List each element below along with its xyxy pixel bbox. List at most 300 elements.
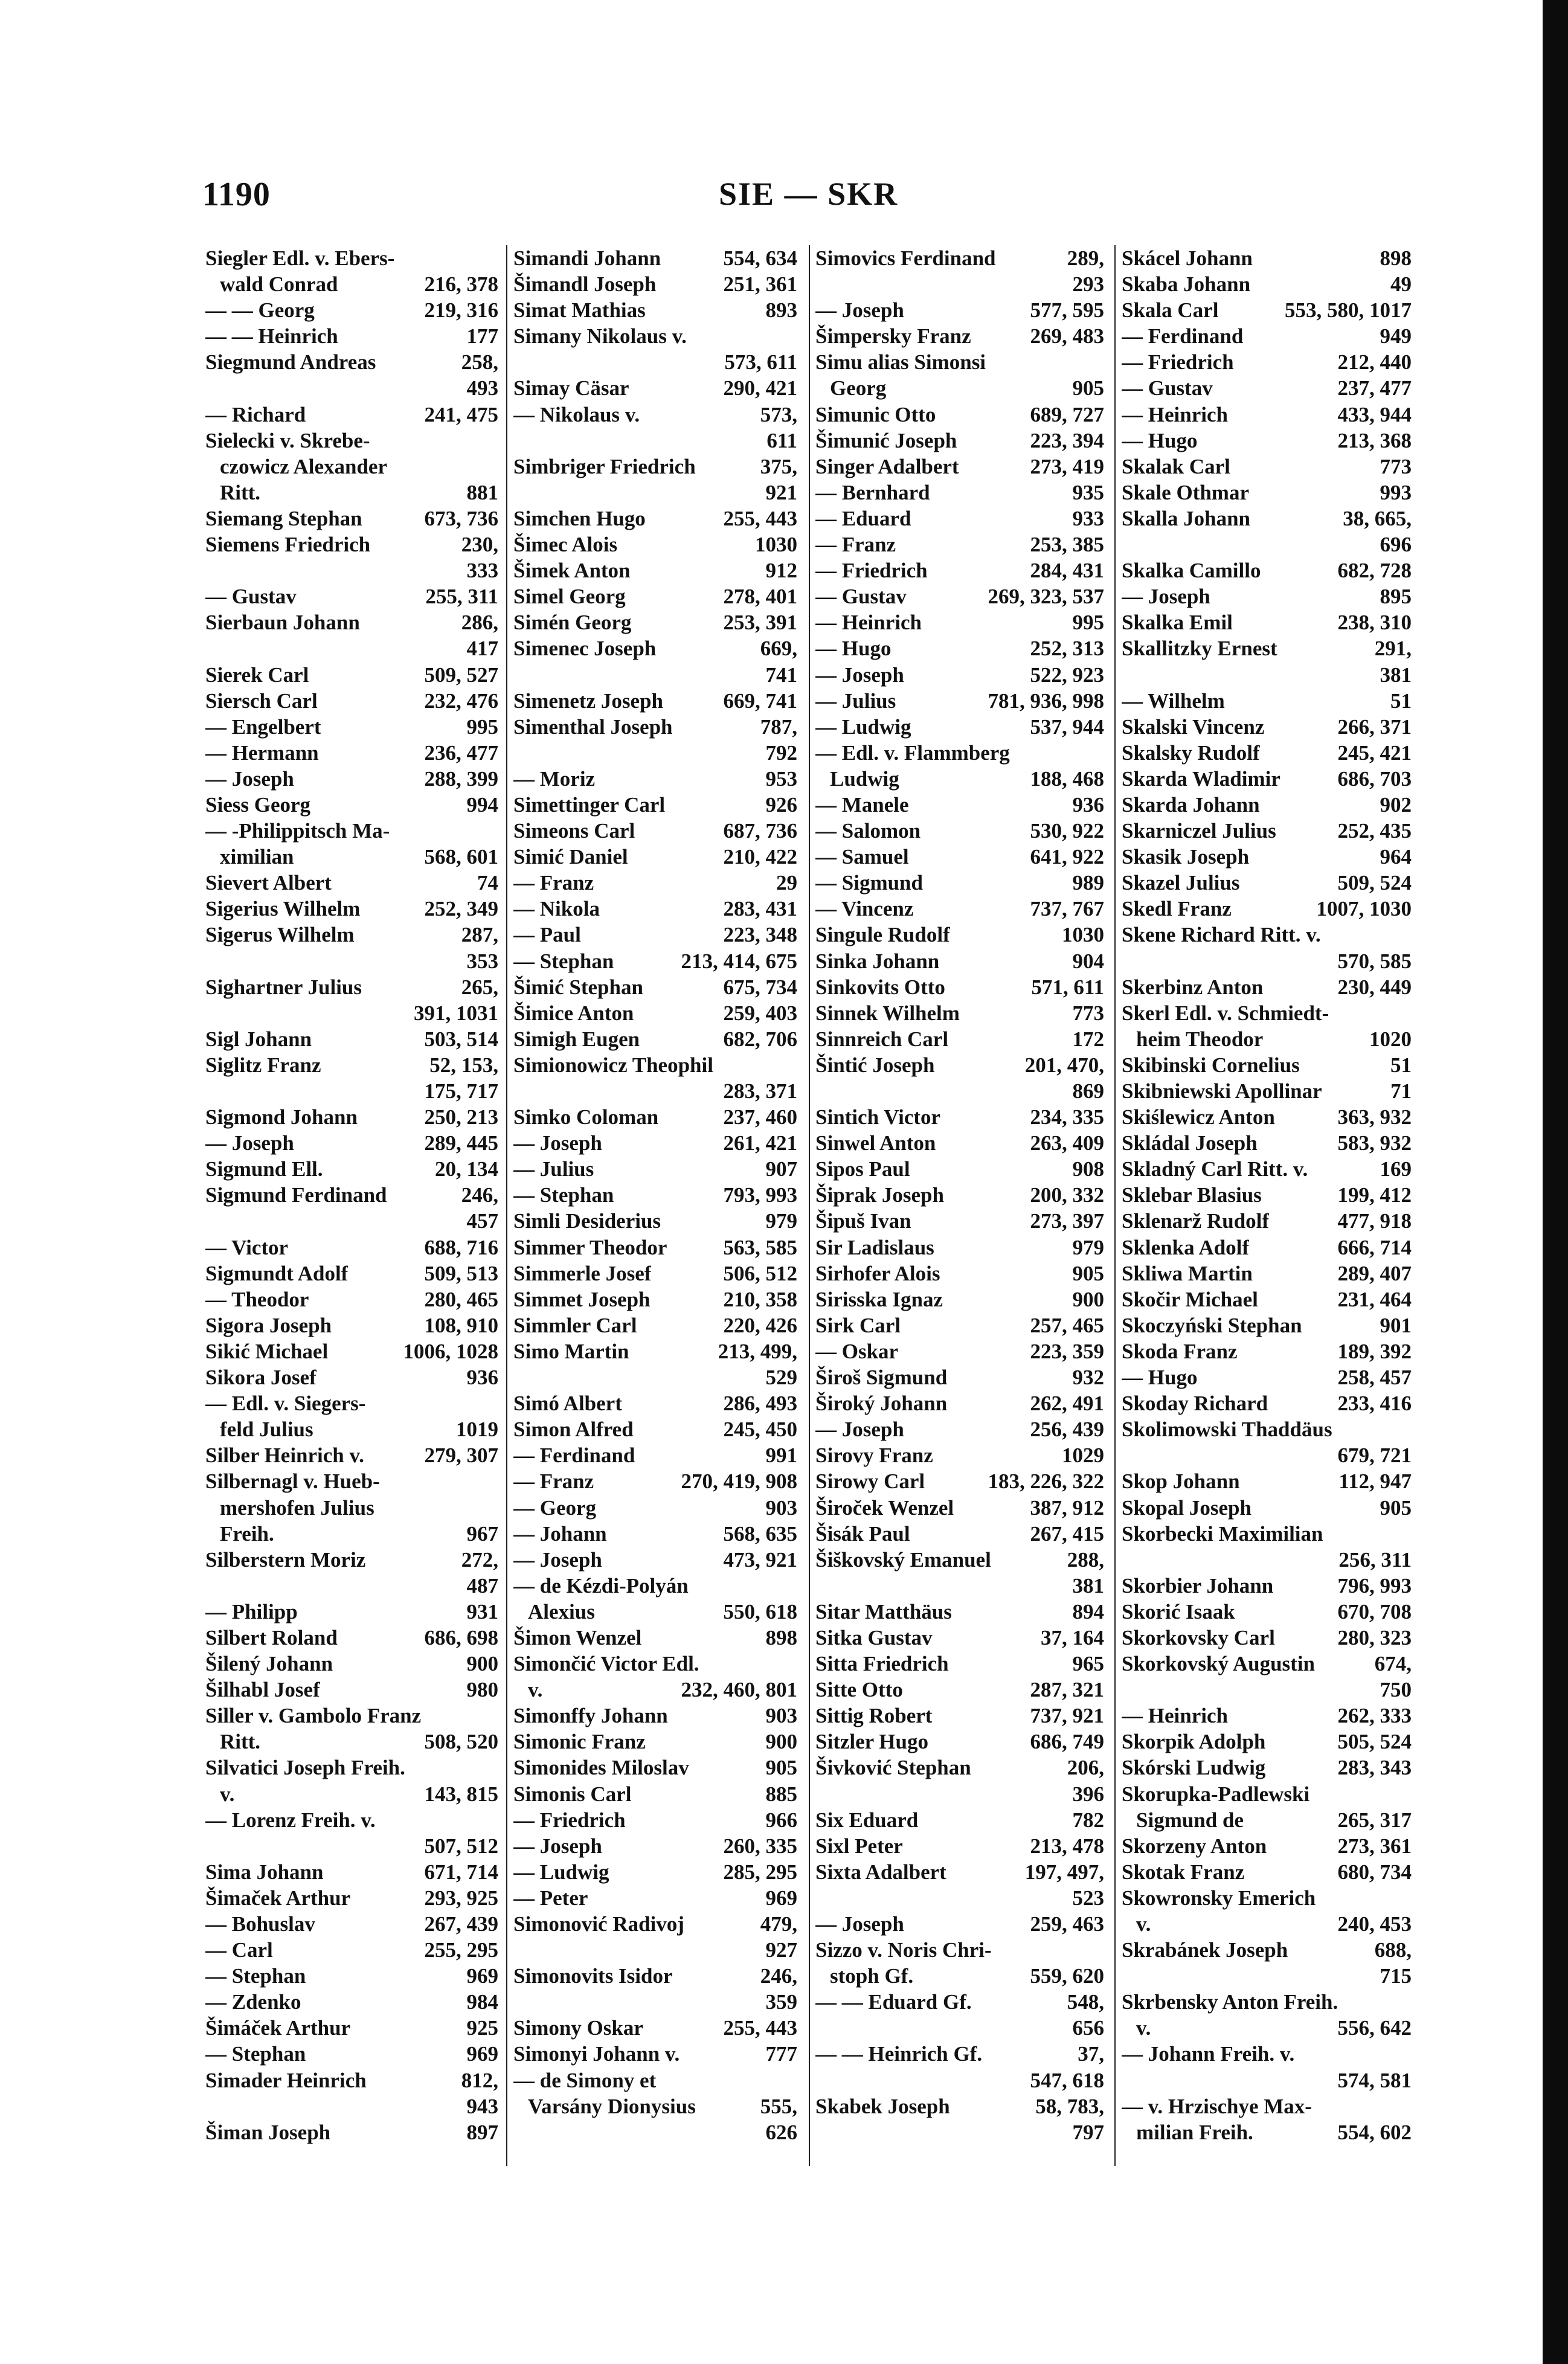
index-entry bbox=[513, 974, 797, 1000]
index-entry bbox=[513, 1729, 797, 1755]
index-entry-line bbox=[815, 428, 1104, 454]
index-entry bbox=[513, 557, 797, 583]
entry-page-refs: 245, 450 bbox=[723, 1418, 797, 1442]
entry-name: — Ludwig bbox=[815, 715, 911, 739]
index-entry-line bbox=[205, 349, 498, 375]
index-entry-line bbox=[205, 1755, 498, 1781]
entry-name: — Bohuslav bbox=[205, 1912, 315, 1936]
entry-name: Skibinski Cornelius bbox=[1122, 1053, 1300, 1077]
entry-name: — Johann bbox=[513, 1521, 607, 1546]
entry-name: Simén Georg bbox=[513, 611, 632, 635]
entry-page-refs: 885 bbox=[765, 1782, 797, 1806]
index-entry bbox=[205, 1963, 498, 1989]
index-entry-line bbox=[205, 1625, 498, 1651]
index-entry-line bbox=[513, 1468, 797, 1494]
index-entry bbox=[815, 349, 1104, 401]
index-entry-line bbox=[513, 1312, 797, 1338]
entry-name: Šimpersky Franz bbox=[815, 324, 971, 348]
index-entry-line bbox=[513, 2015, 797, 2041]
entry-page-refs: 812, bbox=[461, 2068, 498, 2092]
index-entry bbox=[513, 245, 797, 271]
index-entry-line bbox=[513, 1052, 797, 1078]
entry-page-refs: 256, 439 bbox=[1030, 1418, 1104, 1442]
index-entry bbox=[513, 766, 797, 792]
index-entry-line bbox=[1122, 428, 1412, 454]
index-entry-line bbox=[205, 714, 498, 740]
index-entry-line bbox=[513, 1937, 797, 1963]
index-entry-line bbox=[815, 1989, 1104, 2015]
entry-page-refs: 932 bbox=[1072, 1366, 1104, 1390]
index-entry bbox=[205, 532, 498, 583]
index-entry-line bbox=[513, 1625, 797, 1651]
entry-name: Siller v. Gambolo Franz bbox=[205, 1704, 422, 1728]
entry-name: Sirk Carl bbox=[815, 1313, 901, 1337]
entry-name: — Zdenko bbox=[205, 1990, 301, 2014]
entry-name: — Eduard bbox=[815, 506, 911, 530]
index-entry-line bbox=[815, 1182, 1104, 1208]
index-entry bbox=[205, 1807, 498, 1859]
index-entry bbox=[1122, 974, 1412, 1000]
entry-page-refs: 900 bbox=[1072, 1287, 1104, 1311]
index-entry-line bbox=[205, 557, 498, 583]
index-entry bbox=[815, 818, 1104, 844]
entry-page-refs: 509, 513 bbox=[424, 1261, 498, 1285]
index-entry bbox=[815, 792, 1104, 818]
entry-name: Sitta Friedrich bbox=[815, 1652, 949, 1676]
entry-name: v. bbox=[1136, 2016, 1151, 2040]
entry-name: — Gustav bbox=[1122, 376, 1213, 400]
index-entry-line bbox=[815, 1000, 1104, 1026]
index-entry bbox=[1122, 297, 1412, 323]
index-entry bbox=[815, 1235, 1104, 1261]
index-entry bbox=[513, 1833, 797, 1859]
index-entry-line bbox=[815, 480, 1104, 506]
index-entry-line bbox=[1122, 1521, 1412, 1547]
entry-name: Simeons Carl bbox=[513, 819, 635, 843]
entry-page-refs: 287, bbox=[461, 923, 498, 947]
entry-page-refs: 897 bbox=[466, 2120, 498, 2144]
index-entry-line bbox=[815, 245, 1104, 271]
index-entry-line bbox=[1122, 1729, 1412, 1755]
entry-page-refs: 556, 642 bbox=[1337, 2016, 1412, 2040]
index-entry bbox=[815, 1625, 1104, 1651]
index-entry-line bbox=[815, 349, 1104, 375]
entry-name: Sierbaun Johann bbox=[205, 611, 360, 635]
entry-name: Simko Coloman bbox=[513, 1105, 659, 1129]
index-entry bbox=[205, 974, 498, 1026]
index-entry-line bbox=[815, 1442, 1104, 1468]
entry-name: Sinka Johann bbox=[815, 949, 940, 973]
index-entry-line bbox=[205, 583, 498, 609]
entry-name: ximilian bbox=[220, 845, 294, 869]
entry-name: Šipuš Ivan bbox=[815, 1209, 911, 1233]
entry-page-refs: 903 bbox=[765, 1495, 797, 1520]
entry-page-refs: 554, 602 bbox=[1337, 2120, 1412, 2144]
entry-page-refs: 232, 476 bbox=[424, 689, 498, 713]
entry-name: Freih. bbox=[220, 1521, 274, 1546]
entry-name: Simon Alfred bbox=[513, 1418, 634, 1442]
entry-name: — Hugo bbox=[1122, 1366, 1198, 1390]
index-entry bbox=[205, 2067, 498, 2119]
entry-page-refs bbox=[493, 1755, 498, 1781]
index-entry bbox=[205, 583, 498, 609]
entry-name: — Franz bbox=[815, 533, 896, 557]
entry-name: Simonis Carl bbox=[513, 1782, 632, 1806]
entry-page-refs: 671, 714 bbox=[424, 1860, 498, 1884]
entry-page-refs: 994 bbox=[466, 792, 498, 817]
entry-name: Šimice Anton bbox=[513, 1001, 634, 1025]
entry-page-refs: 257, 465 bbox=[1030, 1313, 1104, 1337]
entry-page-refs: 686, 703 bbox=[1337, 766, 1412, 791]
index-entry-line bbox=[205, 922, 498, 948]
index-entry-line bbox=[1122, 557, 1412, 583]
index-entry bbox=[1122, 1156, 1412, 1182]
entry-name: — Joseph bbox=[815, 663, 904, 687]
entry-page-refs: 210, 422 bbox=[723, 845, 797, 869]
entry-name: Simat Mathias bbox=[513, 298, 646, 323]
index-entry bbox=[1122, 1416, 1412, 1468]
index-entry-line bbox=[815, 2067, 1104, 2093]
index-entry bbox=[815, 1390, 1104, 1416]
index-entry bbox=[815, 428, 1104, 454]
entry-page-refs: 288, bbox=[1067, 1547, 1104, 1572]
index-entry-line bbox=[513, 896, 797, 922]
index-entry bbox=[205, 1703, 498, 1755]
index-entry bbox=[513, 1547, 797, 1573]
entry-page-refs: 172 bbox=[1072, 1027, 1104, 1051]
index-entry bbox=[513, 1859, 797, 1885]
index-entry-line bbox=[815, 1781, 1104, 1807]
index-entry bbox=[205, 1052, 498, 1104]
entry-page-refs: 493 bbox=[466, 376, 498, 400]
index-entry bbox=[1122, 1573, 1412, 1599]
index-entry bbox=[815, 948, 1104, 974]
index-entry bbox=[815, 1703, 1104, 1729]
index-entry-line bbox=[205, 1963, 498, 1989]
index-entry bbox=[1122, 506, 1412, 557]
entry-page-refs: 396 bbox=[1072, 1782, 1104, 1806]
index-entry-line bbox=[1122, 766, 1412, 792]
entry-page-refs: 477, 918 bbox=[1337, 1209, 1412, 1233]
entry-name: — Samuel bbox=[815, 845, 909, 869]
index-entry-line bbox=[815, 1052, 1104, 1078]
entry-page-refs: 966 bbox=[765, 1808, 797, 1832]
entry-page-refs: 278, 401 bbox=[723, 585, 797, 609]
entry-name: Simmler Carl bbox=[513, 1313, 637, 1337]
index-entry-line bbox=[815, 402, 1104, 428]
index-entry bbox=[815, 870, 1104, 896]
index-entry-line bbox=[815, 792, 1104, 818]
index-entry-line bbox=[205, 818, 498, 844]
entry-name: Siemang Stephan bbox=[205, 506, 362, 530]
index-entry bbox=[815, 1312, 1104, 1338]
index-entry bbox=[1122, 375, 1412, 401]
entry-page-refs: 773 bbox=[1380, 454, 1412, 478]
entry-name: v. bbox=[528, 1678, 543, 1702]
index-entry-line bbox=[1122, 1390, 1412, 1416]
entry-name: Skene Richard Ritt. v. bbox=[1122, 923, 1321, 947]
index-entry bbox=[1122, 1859, 1412, 1885]
index-entry-line bbox=[815, 1235, 1104, 1261]
index-entry-line bbox=[205, 1130, 498, 1156]
index-entry bbox=[513, 1703, 797, 1729]
entry-name: Sigora Joseph bbox=[205, 1313, 332, 1337]
entry-page-refs: 236, 477 bbox=[424, 740, 498, 765]
entry-page-refs: 291, bbox=[1374, 637, 1412, 661]
index-entry bbox=[513, 1104, 797, 1130]
index-entry bbox=[815, 1651, 1104, 1677]
entry-page-refs: 353 bbox=[466, 949, 498, 973]
index-entry-line bbox=[205, 1599, 498, 1625]
index-entry bbox=[205, 766, 498, 792]
entry-name: Skallitzky Ernest bbox=[1122, 637, 1277, 661]
index-entry-line bbox=[815, 506, 1104, 532]
entry-name: — Joseph bbox=[815, 1418, 904, 1442]
entry-page-refs: 894 bbox=[1072, 1599, 1104, 1624]
entry-page-refs bbox=[493, 454, 498, 480]
index-entry-line bbox=[205, 1807, 498, 1833]
entry-page-refs: 509, 527 bbox=[424, 663, 498, 687]
index-entry bbox=[513, 2067, 797, 2145]
index-entry-line bbox=[205, 1235, 498, 1261]
entry-name: Sigerus Wilhelm bbox=[205, 923, 355, 947]
entry-name: Sixl Peter bbox=[815, 1834, 903, 1858]
entry-name: — Nikolaus v. bbox=[513, 402, 640, 426]
entry-name: — Bernhard bbox=[815, 480, 930, 504]
index-entry-line bbox=[1122, 375, 1412, 401]
index-entry bbox=[513, 1390, 797, 1416]
index-entry bbox=[513, 818, 797, 844]
index-entry bbox=[1122, 922, 1412, 974]
index-entry-line bbox=[1122, 714, 1412, 740]
index-entry-line bbox=[1122, 480, 1412, 506]
entry-name: Skládal Joseph bbox=[1122, 1131, 1258, 1155]
index-entry-line bbox=[1122, 1755, 1412, 1781]
index-entry-line bbox=[815, 1833, 1104, 1859]
index-entry-line bbox=[1122, 1495, 1412, 1521]
index-entry-line bbox=[513, 1833, 797, 1859]
index-entry bbox=[513, 1156, 797, 1182]
index-entry-line bbox=[1122, 635, 1412, 661]
entry-page-refs: 715 bbox=[1380, 1964, 1412, 1988]
entry-page-refs: 943 bbox=[466, 2094, 498, 2118]
entry-name: Sintich Victor bbox=[815, 1105, 941, 1129]
entry-name: Sigmund Ferdinand bbox=[205, 1183, 387, 1207]
index-entry bbox=[513, 688, 797, 714]
entry-name: — Theodor bbox=[205, 1287, 309, 1311]
index-entry bbox=[205, 688, 498, 714]
index-entry bbox=[513, 1026, 797, 1052]
entry-name: Sirisska Ignaz bbox=[815, 1287, 943, 1311]
entry-page-refs: 656 bbox=[1072, 2016, 1104, 2040]
index-entry bbox=[513, 297, 797, 323]
index-entry bbox=[1122, 454, 1412, 480]
index-entry-line bbox=[205, 1677, 498, 1703]
index-entry-line bbox=[815, 1390, 1104, 1416]
index-entry bbox=[513, 1755, 797, 1781]
index-entry bbox=[205, 1026, 498, 1052]
entry-page-refs: 290, 421 bbox=[723, 376, 797, 400]
entry-name: Skiślewicz Anton bbox=[1122, 1105, 1275, 1129]
index-entry-line bbox=[513, 1885, 797, 1911]
index-entry-line bbox=[513, 323, 797, 349]
entry-page-refs: 273, 361 bbox=[1337, 1834, 1412, 1858]
index-entry-line bbox=[205, 1078, 498, 1104]
index-entry bbox=[205, 1235, 498, 1261]
entry-name: heim Theodor bbox=[1136, 1027, 1264, 1051]
index-entry bbox=[1122, 323, 1412, 349]
entry-page-refs: 995 bbox=[466, 715, 498, 739]
entry-page-refs: 1030 bbox=[755, 533, 797, 557]
index-entry bbox=[205, 714, 498, 740]
index-entry-line bbox=[513, 1911, 797, 1937]
entry-page-refs: 737, 767 bbox=[1030, 897, 1104, 921]
index-entry bbox=[513, 1521, 797, 1547]
entry-page-refs: 568, 635 bbox=[723, 1521, 797, 1546]
index-entry bbox=[815, 1807, 1104, 1833]
index-entry bbox=[1122, 740, 1412, 766]
entry-page-refs: 333 bbox=[466, 559, 498, 583]
index-entry bbox=[1122, 1989, 1412, 2041]
index-entry-line bbox=[1122, 948, 1412, 974]
entry-name: — Nikola bbox=[513, 897, 600, 921]
entry-name: — de Simony et bbox=[513, 2068, 657, 2092]
index-entry-line bbox=[815, 1286, 1104, 1312]
entry-name: Siglitz Franz bbox=[205, 1053, 321, 1077]
entry-name: Široš Sigmund bbox=[815, 1366, 948, 1390]
entry-page-refs bbox=[493, 1703, 498, 1729]
entry-page-refs: 381 bbox=[1072, 1573, 1104, 1598]
entry-name: Simony Oskar bbox=[513, 2016, 643, 2040]
entry-name: v. bbox=[1136, 1912, 1151, 1936]
index-entry bbox=[513, 1495, 797, 1521]
index-entry-line bbox=[513, 2119, 797, 2145]
index-entry bbox=[815, 1547, 1104, 1599]
entry-name: — Philipp bbox=[205, 1599, 298, 1624]
entry-name: Sklebar Blasius bbox=[1122, 1183, 1262, 1207]
entry-page-refs: 503, 514 bbox=[424, 1027, 498, 1051]
index-entry-line bbox=[1122, 1885, 1412, 1911]
entry-page-refs: 52, 153, bbox=[429, 1053, 498, 1077]
entry-name: Skorbecki Maximilian bbox=[1122, 1521, 1323, 1546]
index-entry bbox=[513, 1261, 797, 1286]
index-entry-line bbox=[815, 532, 1104, 557]
index-entry-line bbox=[513, 1859, 797, 1885]
index-entry-line bbox=[205, 2093, 498, 2119]
entry-page-refs: 240, 453 bbox=[1337, 1912, 1412, 1936]
index-column-2 bbox=[513, 245, 797, 2202]
entry-name: — Friedrich bbox=[1122, 350, 1234, 374]
entry-name: Sikora Josef bbox=[205, 1366, 316, 1390]
entry-page-refs: 553, 580, 1017 bbox=[1285, 298, 1412, 323]
entry-page-refs: 210, 358 bbox=[723, 1287, 797, 1311]
index-entry-line bbox=[205, 1468, 498, 1494]
index-entry-line bbox=[1122, 2067, 1412, 2093]
entry-name: — Heinrich bbox=[1122, 402, 1228, 426]
entry-name: — Heinrich bbox=[815, 611, 922, 635]
entry-name: — Carl bbox=[205, 1938, 273, 1962]
index-entry-line bbox=[815, 1521, 1104, 1547]
entry-name: — Stephan bbox=[513, 949, 614, 973]
index-entry-line bbox=[1122, 1130, 1412, 1156]
index-entry-line bbox=[815, 1807, 1104, 1833]
index-entry-line bbox=[1122, 1261, 1412, 1286]
entry-page-refs: 143, 815 bbox=[424, 1782, 498, 1806]
entry-page-refs: 548, bbox=[1067, 1990, 1104, 2014]
index-entry bbox=[815, 454, 1104, 480]
index-entry bbox=[815, 1989, 1104, 2041]
entry-name: — Salomon bbox=[815, 819, 921, 843]
index-entry-line bbox=[815, 844, 1104, 870]
index-entry bbox=[205, 1261, 498, 1286]
entry-page-refs: 223, 359 bbox=[1030, 1339, 1104, 1363]
entry-name: Ritt. bbox=[220, 1730, 261, 1754]
index-entry bbox=[205, 818, 498, 870]
entry-page-refs: 272, bbox=[461, 1547, 498, 1572]
entry-name: Skoczyński Stephan bbox=[1122, 1313, 1302, 1337]
entry-page-refs bbox=[1407, 1781, 1412, 1807]
entry-name: Sixta Adalbert bbox=[815, 1860, 946, 1884]
entry-page-refs: 1006, 1028 bbox=[403, 1339, 498, 1363]
index-entry bbox=[205, 1442, 498, 1468]
index-entry-line bbox=[205, 1495, 498, 1521]
entry-page-refs: 563, 585 bbox=[723, 1235, 797, 1259]
entry-name: Šivković Stephan bbox=[815, 1756, 971, 1780]
index-entry-line bbox=[513, 2093, 797, 2119]
entry-name: Sigmund de bbox=[1136, 1808, 1244, 1832]
entry-page-refs: 258, bbox=[461, 350, 498, 374]
entry-page-refs: 571, 611 bbox=[1031, 975, 1104, 999]
entry-page-refs: 687, 736 bbox=[723, 819, 797, 843]
entry-name: — v. Hrzischye Max- bbox=[1122, 2094, 1312, 2118]
entry-name: — -Philippitsch Ma- bbox=[205, 819, 390, 843]
index-entry-line bbox=[513, 1235, 797, 1261]
entry-page-refs: 219, 316 bbox=[424, 298, 498, 323]
entry-page-refs: 741 bbox=[765, 663, 797, 687]
index-entry bbox=[205, 1937, 498, 1963]
entry-page-refs: 1029 bbox=[1062, 1444, 1104, 1468]
index-entry-line bbox=[513, 1261, 797, 1286]
index-entry-line bbox=[513, 1989, 797, 2015]
index-entry bbox=[513, 609, 797, 635]
entry-name: Ludwig bbox=[830, 766, 899, 791]
entry-name: Skedl Franz bbox=[1122, 897, 1232, 921]
index-entry-line bbox=[513, 1729, 797, 1755]
entry-name: Sittig Robert bbox=[815, 1704, 933, 1728]
entry-page-refs: 570, 585 bbox=[1337, 949, 1412, 973]
index-entry bbox=[513, 1286, 797, 1312]
index-entry bbox=[205, 1364, 498, 1390]
entry-page-refs: 253, 391 bbox=[723, 611, 797, 635]
index-entry-line bbox=[815, 557, 1104, 583]
entry-page-refs: 220, 426 bbox=[723, 1313, 797, 1337]
index-entry bbox=[205, 323, 498, 349]
index-entry bbox=[815, 974, 1104, 1000]
entry-page-refs: 241, 475 bbox=[424, 402, 498, 426]
entry-page-refs: 213, 414, 675 bbox=[681, 949, 797, 973]
entry-page-refs: 1030 bbox=[1062, 923, 1104, 947]
index-entry bbox=[205, 1651, 498, 1677]
index-entry bbox=[1122, 688, 1412, 714]
entry-name: Sinkovits Otto bbox=[815, 975, 945, 999]
entry-page-refs: 230, bbox=[461, 533, 498, 557]
entry-name: Skrbensky Anton Freih. bbox=[1122, 1990, 1338, 2014]
entry-name: Šimek Anton bbox=[513, 559, 631, 583]
entry-name: — Johann Freih. v. bbox=[1122, 2042, 1295, 2066]
index-entry-line bbox=[205, 480, 498, 506]
index-entry-line bbox=[815, 635, 1104, 661]
entry-page-refs: 530, 922 bbox=[1030, 819, 1104, 843]
